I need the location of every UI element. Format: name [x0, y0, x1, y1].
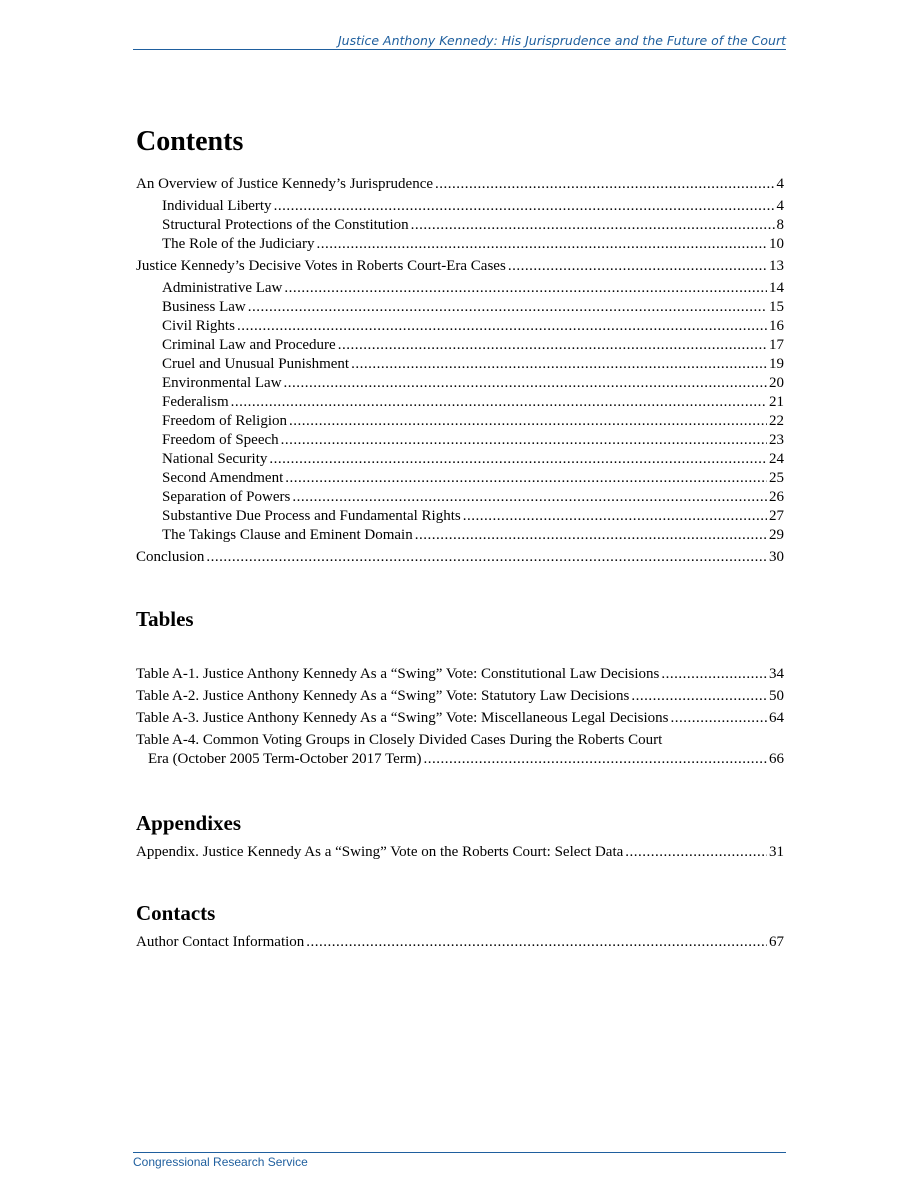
toc-entry-role-of-judiciary[interactable]: The Role of the Judiciary ..... 10: [136, 235, 784, 254]
toc-entry-federalism[interactable]: Federalism ..... 21: [136, 393, 784, 412]
toc-entry-national-security[interactable]: National Security ..... 24: [136, 450, 784, 469]
toc-entry-civil-rights[interactable]: Civil Rights ..... 16: [136, 317, 784, 336]
running-header: [133, 33, 786, 50]
toc-entry-structural-protections[interactable]: Structural Protections of the Constitution ..... 8: [136, 216, 784, 235]
toc-entry-freedom-of-speech[interactable]: Freedom of Speech ..... 23: [136, 431, 784, 450]
toc-entry-substantive-due-process[interactable]: Substantive Due Process and Fundamental Rights ..... 27: [136, 507, 784, 526]
appendixes-heading: Appendixes: [136, 811, 242, 835]
toc-entry-freedom-of-religion[interactable]: Freedom of Religion ..... 22: [136, 412, 784, 431]
toc-entry-decisive-votes[interactable]: Justice Kennedy’s Decisive Votes in Roberts Court-Era Cases ..... 13: [136, 257, 784, 276]
toc-entry-criminal-law[interactable]: Criminal Law and Procedure ..... 17: [136, 336, 784, 355]
table-entry-a4-line2: Era (October 2005 Term-October 2017 Term): [148, 751, 422, 767]
toc-entry-administrative-law[interactable]: Administrative Law ..... 14: [136, 279, 784, 298]
toc-entry-separation-of-powers[interactable]: Separation of Powers ..... 26: [136, 488, 784, 507]
contacts-heading: Contacts: [136, 901, 216, 925]
contents-heading: Contents: [136, 126, 244, 157]
appendix-entry[interactable]: Appendix. Justice Kennedy As a “Swing” Vote on the Roberts Court: Select Data ..... 31: [136, 843, 784, 862]
table-entry-a1[interactable]: Table A-1. Justice Anthony Kennedy As a “Swing” Vote: Constitutional Law Decisions ..... 34: [136, 665, 784, 684]
page-footer: [133, 1152, 786, 1170]
appendixes-list: [136, 843, 784, 862]
footer-publisher: Congressional Research Service: [133, 1155, 308, 1169]
table-entry-a4[interactable]: Table A-4. Common Voting Groups in Closely Divided Cases During the Roberts Court Era (October 2005 Term-October 2017 Term) ..... 66: [136, 731, 784, 769]
toc-entry-takings-clause[interactable]: The Takings Clause and Eminent Domain ..... 29: [136, 526, 784, 545]
contacts-list: [136, 933, 784, 952]
toc-entry-business-law[interactable]: Business Law ..... 15: [136, 298, 784, 317]
toc-entry-cruel-unusual-punishment[interactable]: Cruel and Unusual Punishment ..... 19: [136, 355, 784, 374]
table-entry-a2[interactable]: Table A-2. Justice Anthony Kennedy As a “Swing” Vote: Statutory Law Decisions ..... 50: [136, 687, 784, 706]
toc-entry-conclusion[interactable]: Conclusion ..... 30: [136, 548, 784, 567]
table-entry-a4-line1: Table A-4. Common Voting Groups in Closely Divided Cases During the Roberts Court: [136, 732, 663, 748]
table-entry-a3[interactable]: Table A-3. Justice Anthony Kennedy As a “Swing” Vote: Miscellaneous Legal Decisions ..... 64: [136, 709, 784, 728]
running-title: Justice Anthony Kennedy: His Jurisprudence and the Future of the Court: [338, 33, 786, 48]
toc-entry-environmental-law[interactable]: Environmental Law ..... 20: [136, 374, 784, 393]
toc-body: [136, 126, 784, 952]
toc-entry-second-amendment[interactable]: Second Amendment ..... 25: [136, 469, 784, 488]
tables-heading: Tables: [136, 607, 194, 631]
contact-entry-author[interactable]: Author Contact Information ..... 67: [136, 933, 784, 952]
toc-entry-individual-liberty[interactable]: Individual Liberty ..... 4: [136, 197, 784, 216]
tables-list: [136, 665, 784, 769]
toc-entry-overview[interactable]: An Overview of Justice Kennedy’s Jurisprudence ..... 4: [136, 175, 784, 194]
contents-list: [136, 175, 784, 567]
